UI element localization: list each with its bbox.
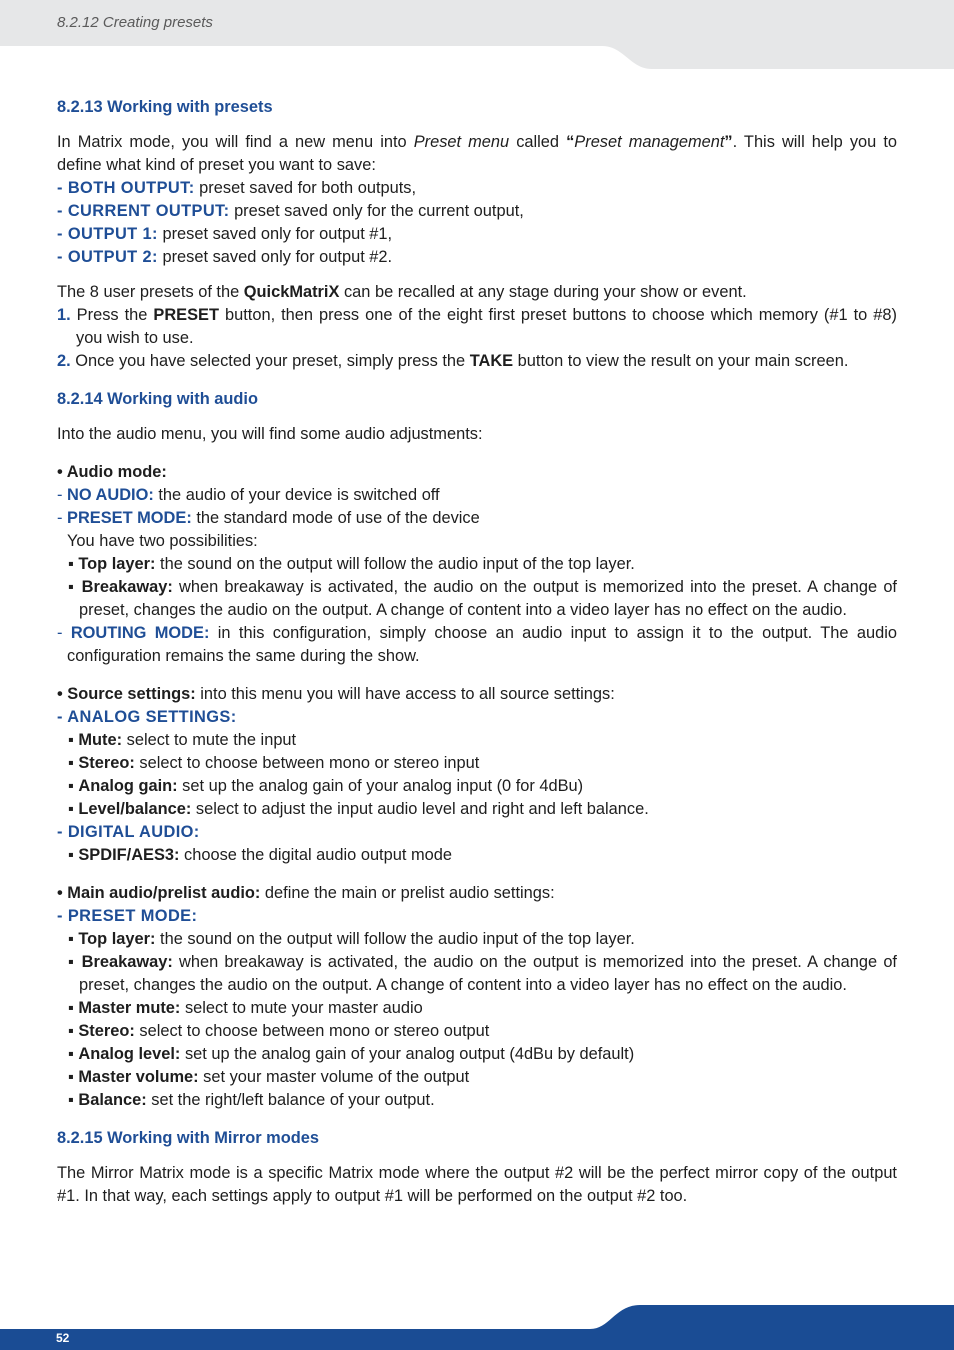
- source-settings-heading: • Source settings: into this menu you will have access to all source settings:: [57, 685, 615, 703]
- page-content: [57, 96, 897, 1208]
- header-breadcrumb: 8.2.12 Creating presets: [57, 14, 213, 31]
- list-item: ▪ Analog level: set up the analog gain of your analog output (4dBu by default): [68, 1045, 635, 1063]
- list-item: ▪ Top layer: the sound on the output will follow the audio input of the top layer.: [68, 930, 635, 948]
- list-item: ▪ Master mute: select to mute your master audio: [68, 999, 423, 1017]
- option-item: - OUTPUT 2: preset saved only for output #2.: [57, 248, 393, 266]
- section-heading-mirror: 8.2.15 Working with Mirror modes: [57, 1129, 320, 1147]
- main-audio-heading: • Main audio/prelist audio: define the main or prelist audio settings:: [57, 884, 555, 902]
- option-item: - PRESET MODE: the standard mode of use of the device: [57, 509, 480, 527]
- section-heading-audio: 8.2.14 Working with audio: [57, 390, 258, 408]
- list-item: ▪ Master volume: set your master volume of the output: [68, 1068, 470, 1086]
- option-item: - ANALOG SETTINGS:: [57, 708, 237, 726]
- list-item: ▪ Mute: select to mute the input: [68, 731, 297, 749]
- mirror-text: The Mirror Matrix mode is a specific Matrix mode where the output #2 will be the perfect mirror copy of the output #1. In that way, each settings apply to output #1 will be performed on the output #2 too.: [57, 1164, 897, 1205]
- step-item: 2. Once you have selected your preset, simply press the TAKE button to view the result on your main screen.: [57, 352, 849, 370]
- list-item: ▪ Breakaway: when breakaway is activated, the audio on the output is memorized into the preset. A change of preset, changes the audio on the output. A change of content into a video layer has no effect on the audio.: [68, 953, 897, 994]
- audio-mode-heading: • Audio mode:: [57, 463, 167, 481]
- option-item: - PRESET MODE:: [57, 907, 198, 925]
- step-item: 1. Press the PRESET button, then press one of the eight first preset buttons to choose which memory (#1 to #8) you wish to use.: [57, 306, 897, 347]
- page-footer-band: [0, 1300, 954, 1350]
- option-item: - OUTPUT 1: preset saved only for output #1,: [57, 225, 393, 243]
- presets-recall-text: The 8 user presets of the QuickMatriX can be recalled at any stage during your show or event.: [57, 283, 747, 301]
- audio-intro: Into the audio menu, you will find some audio adjustments:: [57, 425, 483, 443]
- option-item: - NO AUDIO: the audio of your device is switched off: [57, 486, 440, 504]
- list-item: ▪ Breakaway: when breakaway is activated, the audio on the output is memorized into the preset. A change of preset, changes the audio on the output. A change of content into a video layer has no effect on the audio.: [68, 578, 897, 619]
- option-item: - CURRENT OUTPUT: preset saved only for the current output,: [57, 202, 524, 220]
- page-number: 52: [56, 1331, 70, 1345]
- list-item: ▪ SPDIF/AES3: choose the digital audio output mode: [68, 846, 452, 864]
- list-item: ▪ Stereo: select to choose between mono or stereo output: [68, 1022, 490, 1040]
- section-heading-presets: 8.2.13 Working with presets: [57, 98, 273, 116]
- option-item: - BOTH OUTPUT: preset saved for both outputs,: [57, 179, 417, 197]
- presets-intro: In Matrix mode, you will find a new menu into Preset menu called “Preset management”. This will help you to define what kind of preset you want to save:: [57, 133, 897, 174]
- list-item: ▪ Balance: set the right/left balance of your output.: [68, 1091, 435, 1109]
- option-item: - DIGITAL AUDIO:: [57, 823, 200, 841]
- list-item: ▪ Analog gain: set up the analog gain of your analog input (0 for 4dBu): [68, 777, 584, 795]
- list-item: ▪ Level/balance: select to adjust the input audio level and right and left balance.: [68, 800, 649, 818]
- page-header-band: [0, 0, 954, 70]
- option-item: - ROUTING MODE: in this configuration, simply choose an audio input to assign it to the output. The audio configuration remains the same during the show.: [57, 624, 897, 665]
- possibilities-text: You have two possibilities:: [67, 532, 258, 550]
- list-item: ▪ Top layer: the sound on the output will follow the audio input of the top layer.: [68, 555, 635, 573]
- list-item: ▪ Stereo: select to choose between mono or stereo input: [68, 754, 480, 772]
